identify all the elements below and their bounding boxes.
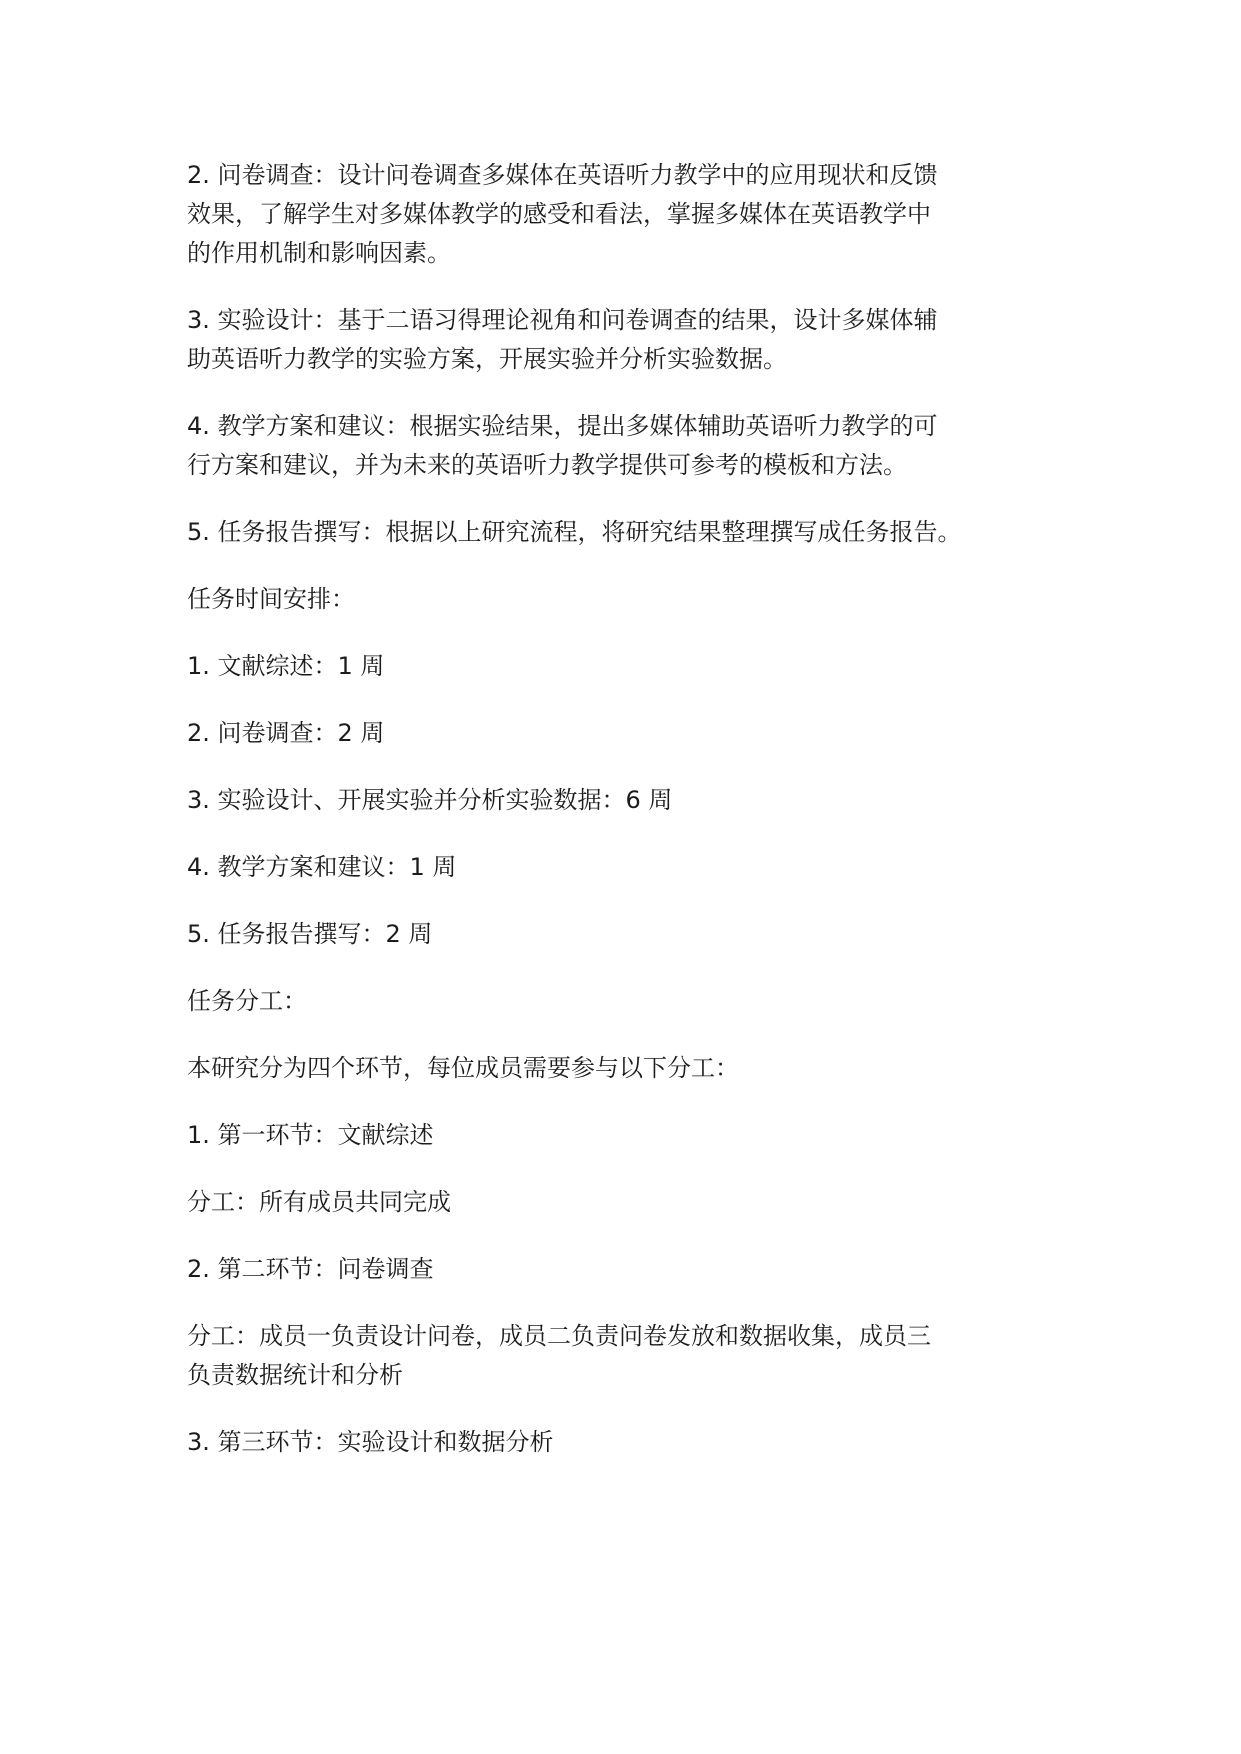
text-line: 分工：成员一负责设计问卷，成员二负责问卷发放和数据收集，成员三 — [187, 1322, 931, 1350]
stage-item: 3. 第三环节：实验设计和数据分析 — [187, 1428, 554, 1456]
paragraph-questionnaire-method — [187, 156, 1087, 273]
paragraph-division-intro: 本研究分为四个环节，每位成员需要参与以下分工： — [187, 1054, 739, 1082]
text-line: 行方案和建议，并为未来的英语听力教学提供可参考的模板和方法。 — [187, 451, 907, 479]
text-line: 效果，了解学生对多媒体教学的感受和看法，掌握多媒体在英语教学中 — [187, 200, 931, 228]
schedule-item: 5. 任务报告撰写：2 周 — [187, 920, 433, 948]
schedule-item: 1. 文献综述：1 周 — [187, 652, 385, 680]
text-line: 4. 教学方案和建议：根据实验结果，提出多媒体辅助英语听力教学的可 — [187, 412, 938, 440]
paragraph-teaching-plan — [187, 407, 1087, 485]
stage-assignment: 分工：所有成员共同完成 — [187, 1188, 451, 1216]
stage-item: 1. 第一环节：文献综述 — [187, 1121, 434, 1149]
text-line: 助英语听力教学的实验方案，开展实验并分析实验数据。 — [187, 345, 787, 373]
schedule-item: 3. 实验设计、开展实验并分析实验数据：6 周 — [187, 786, 673, 814]
text-line: 2. 问卷调查：设计问卷调查多媒体在英语听力教学中的应用现状和反馈 — [187, 161, 938, 189]
schedule-item: 4. 教学方案和建议：1 周 — [187, 853, 457, 881]
paragraph-report-writing: 5. 任务报告撰写：根据以上研究流程，将研究结果整理撰写成任务报告。 — [187, 518, 962, 546]
heading-division-of-labor: 任务分工： — [187, 987, 307, 1015]
heading-schedule: 任务时间安排： — [187, 585, 355, 613]
text-line: 负责数据统计和分析 — [187, 1361, 403, 1389]
stage-assignment — [187, 1317, 1087, 1395]
text-line: 的作用机制和影响因素。 — [187, 239, 451, 267]
document-body — [187, 156, 1087, 1490]
text-line: 3. 实验设计：基于二语习得理论视角和问卷调查的结果，设计多媒体辅 — [187, 306, 938, 334]
paragraph-experiment-design — [187, 301, 1087, 379]
stage-item: 2. 第二环节：问卷调查 — [187, 1255, 434, 1283]
schedule-item: 2. 问卷调查：2 周 — [187, 719, 385, 747]
